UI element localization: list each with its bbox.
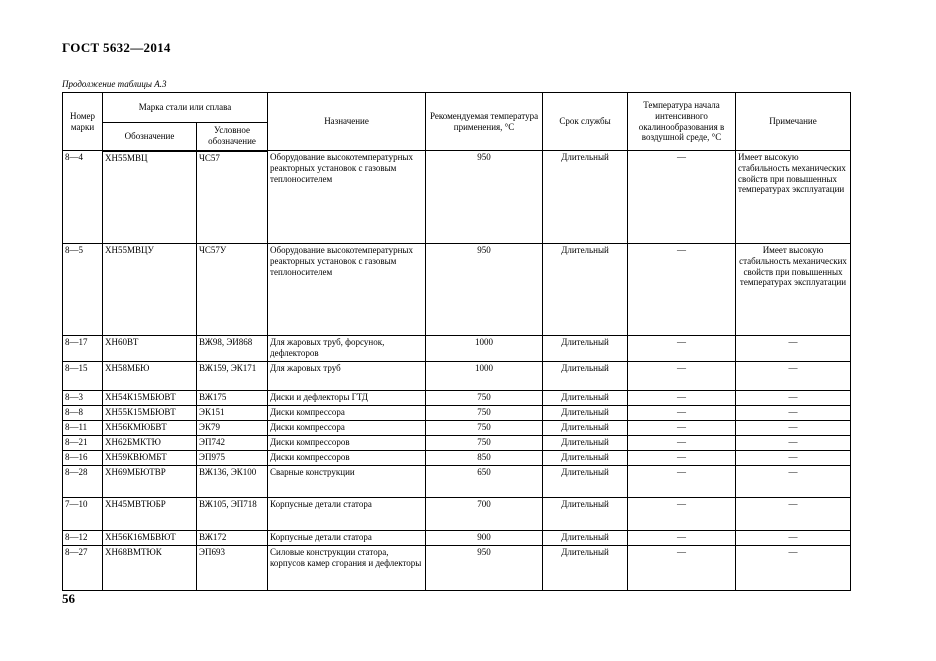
grade-number: 8—4 (63, 151, 103, 244)
grade-number: 8—21 (63, 436, 103, 451)
application-temperature: 1000 (426, 336, 543, 362)
table-row (63, 362, 851, 391)
service-life: Длительный (543, 391, 628, 406)
grade-purpose: Силовые конструкции статора, корпусов камер сгорания и дефлекторы (268, 546, 426, 591)
grade-purpose: Корпусные детали статора (268, 498, 426, 531)
service-life: Длительный (543, 498, 628, 531)
table-row (63, 391, 851, 406)
oxidation-temperature: — (628, 244, 736, 336)
table-caption: Продолжение таблицы А.3 (62, 79, 167, 89)
page-number: 56 (62, 591, 75, 606)
application-temperature: 850 (426, 451, 543, 466)
oxidation-temperature: — (628, 391, 736, 406)
grade-note: Имеет высокую стабильность механических свойств при повышенных температурах эксплуатации (736, 151, 851, 244)
application-temperature: 900 (426, 531, 543, 546)
grade-designation: ХН69МБЮТВР (103, 466, 197, 498)
service-life: Длительный (543, 466, 628, 498)
grade-designation: ХН45МВТЮБР (103, 498, 197, 531)
oxidation-temperature: — (628, 436, 736, 451)
service-life: Длительный (543, 531, 628, 546)
table-row (63, 244, 851, 336)
grade-number: 8—16 (63, 451, 103, 466)
application-temperature: 750 (426, 406, 543, 421)
grade-conventional: ЭП975 (197, 451, 268, 466)
oxidation-temperature: — (628, 362, 736, 391)
grade-purpose: Диски компрессоров (268, 436, 426, 451)
grade-note: — (736, 466, 851, 498)
table-row (63, 451, 851, 466)
service-life: Длительный (543, 406, 628, 421)
grade-purpose: Для жаровых труб, форсунок, дефлекторов (268, 336, 426, 362)
table-row (63, 436, 851, 451)
table-row (63, 421, 851, 436)
application-temperature: 750 (426, 436, 543, 451)
grade-designation: ХН62БМКТЮ (103, 436, 197, 451)
oxidation-temperature: — (628, 466, 736, 498)
service-life: Длительный (543, 546, 628, 591)
grade-purpose: Корпусные детали статора (268, 531, 426, 546)
table-row (63, 546, 851, 591)
header-service-life: Срок службы (543, 93, 628, 151)
grade-number: 8—15 (63, 362, 103, 391)
application-temperature: 650 (426, 466, 543, 498)
grade-designation: ХН55МВЦ (103, 151, 197, 244)
header-number: Номер марки (63, 93, 103, 151)
grade-designation: ХН55МВЦУ (103, 244, 197, 336)
service-life: Длительный (543, 451, 628, 466)
service-life: Длительный (543, 421, 628, 436)
header-conventional: Условное обозначение (197, 123, 268, 151)
grade-conventional: ЭП742 (197, 436, 268, 451)
grade-conventional: ВЖ175 (197, 391, 268, 406)
grade-note: — (736, 498, 851, 531)
service-life: Длительный (543, 151, 628, 244)
application-temperature: 950 (426, 244, 543, 336)
table-row (63, 531, 851, 546)
grade-purpose: Оборудование высокотемпературных реакторных установок с газовым теплоносителем (268, 244, 426, 336)
grade-conventional: ВЖ136, ЭК100 (197, 466, 268, 498)
header-temperature: Рекомендуемая температура применения, °С (426, 93, 543, 151)
grade-number: 8—5 (63, 244, 103, 336)
grade-note: — (736, 421, 851, 436)
oxidation-temperature: — (628, 531, 736, 546)
header-grade-group: Марка стали или сплава (103, 93, 268, 123)
grade-number: 8—17 (63, 336, 103, 362)
grade-purpose: Оборудование высокотемпературных реакторных установок с газовым теплоносителем (268, 151, 426, 244)
table-row (63, 406, 851, 421)
grade-designation: ХН68ВМТЮК (103, 546, 197, 591)
grade-number: 8—8 (63, 406, 103, 421)
grade-number: 8—28 (63, 466, 103, 498)
grade-conventional: ЭК151 (197, 406, 268, 421)
grade-purpose: Диски и дефлекторы ГТД (268, 391, 426, 406)
header-note: Примечание (736, 93, 851, 151)
grade-note: — (736, 406, 851, 421)
application-temperature: 750 (426, 421, 543, 436)
oxidation-temperature: — (628, 498, 736, 531)
application-temperature: 1000 (426, 362, 543, 391)
grade-conventional: ЭК79 (197, 421, 268, 436)
steel-grades-table (62, 92, 851, 591)
grade-number: 8—12 (63, 531, 103, 546)
grade-conventional: ЧС57У (197, 244, 268, 336)
grade-note: — (736, 336, 851, 362)
header-designation: Обозначение (103, 123, 197, 151)
grade-conventional: ВЖ105, ЭП718 (197, 498, 268, 531)
grade-note: — (736, 362, 851, 391)
grade-designation: ХН56К16МБВЮТ (103, 531, 197, 546)
service-life: Длительный (543, 362, 628, 391)
service-life: Длительный (543, 244, 628, 336)
grade-note: — (736, 391, 851, 406)
oxidation-temperature: — (628, 406, 736, 421)
application-temperature: 950 (426, 151, 543, 244)
table-row (63, 151, 851, 244)
grade-designation: ХН55К15МБЮВТ (103, 406, 197, 421)
grade-number: 8—3 (63, 391, 103, 406)
service-life: Длительный (543, 336, 628, 362)
grade-purpose: Диски компрессора (268, 421, 426, 436)
grade-number: 8—27 (63, 546, 103, 591)
grade-purpose: Диски компрессора (268, 406, 426, 421)
grade-conventional: ВЖ98, ЭИ868 (197, 336, 268, 362)
grade-note: — (736, 451, 851, 466)
grade-designation: ХН56КМЮБВТ (103, 421, 197, 436)
application-temperature: 700 (426, 498, 543, 531)
grade-designation: ХН60ВТ (103, 336, 197, 362)
application-temperature: 950 (426, 546, 543, 591)
oxidation-temperature: — (628, 451, 736, 466)
oxidation-temperature: — (628, 546, 736, 591)
grade-purpose: Диски компрессоров (268, 451, 426, 466)
grade-designation: ХН59КВЮМБТ (103, 451, 197, 466)
grade-conventional: ЧС57 (197, 151, 268, 244)
grade-conventional: ЭП693 (197, 546, 268, 591)
grade-conventional: ВЖ172 (197, 531, 268, 546)
oxidation-temperature: — (628, 151, 736, 244)
header-purpose: Назначение (268, 93, 426, 151)
grade-purpose: Сварные конструкции (268, 466, 426, 498)
grade-note: — (736, 531, 851, 546)
service-life: Длительный (543, 436, 628, 451)
grade-note: Имеет высокую стабильность механических свойств при повышенных температурах эксплуатации (736, 244, 851, 336)
application-temperature: 750 (426, 391, 543, 406)
header-oxidation-temperature: Температура начала интенсивного окалинообразования в воздушной среде, °С (628, 93, 736, 151)
table-row (63, 498, 851, 531)
grade-conventional: ВЖ159, ЭК171 (197, 362, 268, 391)
grade-purpose: Для жаровых труб (268, 362, 426, 391)
grade-designation: ХН58МБЮ (103, 362, 197, 391)
document-title: ГОСТ 5632—2014 (62, 40, 171, 55)
table-row (63, 466, 851, 498)
grade-number: 7—10 (63, 498, 103, 531)
oxidation-temperature: — (628, 336, 736, 362)
grade-designation: ХН54К15МБЮВТ (103, 391, 197, 406)
grade-number: 8—11 (63, 421, 103, 436)
table-row (63, 336, 851, 362)
grade-note: — (736, 546, 851, 591)
grade-note: — (736, 436, 851, 451)
oxidation-temperature: — (628, 421, 736, 436)
